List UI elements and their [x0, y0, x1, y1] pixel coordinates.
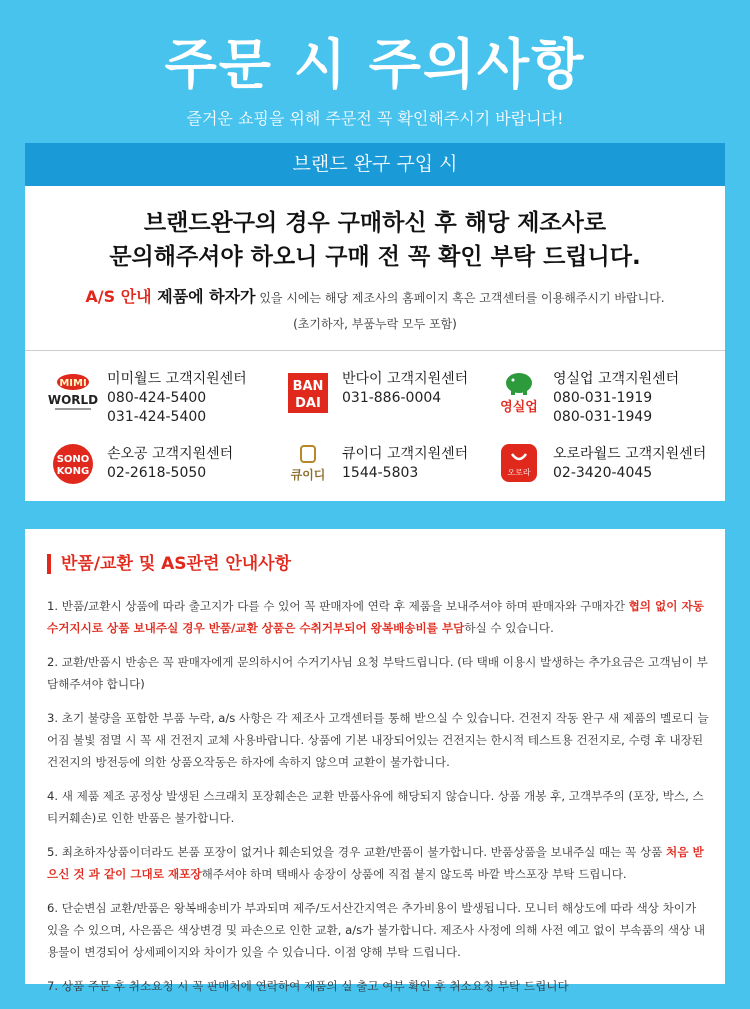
list-item: 2. 교환/반품시 반송은 꼭 판매자에게 문의하시어 수거기사님 요청 부탁드립니다. (타 택배 이용시 발생하는 추가요금은 고객님이 부담해주셔야 합니다): [47, 655, 708, 691]
brand-notice-tab: 브랜드 완구 구입 시: [25, 143, 725, 186]
center-name: 손오공 고객지원센터: [107, 446, 234, 462]
sonokong-logo-icon: [47, 441, 99, 487]
as-mid: 제품에 하자가: [151, 287, 256, 306]
center-phone: 080-424-5400: [107, 390, 207, 406]
notice-line-2: 문의해주셔야 하오니 구매 전 꼭 확인 부탁 드립니다.: [109, 244, 641, 270]
center-sonokong: [47, 441, 233, 487]
divider: [25, 350, 725, 351]
as-note: (초기하자, 부품누락 모두 포함): [293, 317, 457, 331]
aurora-logo-icon: [493, 441, 545, 487]
center-name: 영실업 고객지원센터: [553, 371, 680, 387]
center-phone: 1544-5803: [342, 465, 419, 481]
youngtoys-logo-icon: [493, 370, 545, 416]
svg-text:SONO: SONO: [56, 454, 90, 465]
mimi-world-logo-icon: [47, 370, 99, 416]
center-phone: 080-031-1919: [553, 390, 653, 406]
center-phone: 080-031-1949: [553, 409, 653, 425]
bandai-logo-icon: [282, 370, 334, 416]
returns-list: [47, 595, 711, 1009]
svg-text:DAI: DAI: [295, 396, 321, 411]
list-item: 7. 상품 주문 후 취소요청 시 꼭 판매처에 연락하여 제품의 실 출고 여부 확인 후 취소요청 부탁 드립니다: [47, 979, 569, 993]
returns-card: [25, 529, 725, 993]
brand-notice-body: [25, 186, 725, 332]
center-mimiworld: [47, 370, 247, 427]
list-item: 1. 반품/교환시 상품에 따라 출고지가 다를 수 있어 꼭 판매자에 연락 후 제품을 보내주셔야 하며 판매자와 구매자간 협의 없이 자동수거지시로 상품 보내주실 경우 반품/교환 상품은 수취거부되어 왕복배송비를 부담하실 수 있습니다.: [47, 599, 704, 635]
qed-logo-icon: [282, 441, 334, 487]
world-logo-text: WORLD: [47, 393, 99, 407]
as-label: A/S 안내: [85, 287, 152, 306]
as-rest: 있을 시에는 해당 제조사의 홈페이지 혹은 고객센터를 이용해주시기 바랍니다.: [255, 291, 665, 305]
list-item: 4. 새 제품 제조 공정상 발생된 스크래치 포장훼손은 교환 반품사유에 해당되지 않습니다. 상품 개봉 후, 고객부주의 (포장, 박스, 스티커훼손)로 인한 반품은 불가합니다.: [47, 789, 704, 825]
mimi-logo-text: MIMI: [59, 378, 87, 389]
svg-text:영실업: 영실업: [500, 400, 538, 415]
center-phone: 02-3420-4045: [553, 465, 653, 481]
center-name: 큐이디 고객지원센터: [342, 446, 469, 462]
center-qed: [282, 441, 468, 487]
brand-notice-card: [25, 143, 725, 501]
center-phone: 031-424-5400: [107, 409, 207, 425]
svg-text:오로라: 오로라: [507, 468, 531, 477]
svg-text:큐이디: 큐이디: [290, 468, 326, 482]
svg-text:BAN: BAN: [292, 379, 324, 394]
list-item: 3. 초기 불량을 포함한 부품 누락, a/s 사항은 각 제조사 고객센터를 통해 받으실 수 있습니다. 건전지 작동 완구 새 제품의 멜로디 늘어짐 불빛 점멸 시 꼭 새 건전지 교체 사용바랍니다. 상품에 기본 내장되어있는 건전지는 한시적 테스트용 건전지로, 수령 후 내장된 건전지의 방전등에 의한 상품오작동은 하자에 속하지 않으며 교환이 불가합니다.: [47, 711, 709, 769]
center-name: 미미월드 고객지원센터: [107, 371, 247, 387]
center-name: 반다이 고객지원센터: [342, 371, 469, 387]
center-phone: 02-2618-5050: [107, 465, 207, 481]
center-youngtoys: [493, 370, 679, 427]
notice-line-1-rest: 의 경우 구매하신 후 해당 제조사로: [255, 210, 607, 236]
center-name: 오로라월드 고객지원센터: [553, 446, 707, 462]
center-aurora: [493, 441, 706, 487]
page-subtitle: 즐거운 쇼핑을 위해 주문전 꼭 확인해주시기 바랍니다!: [186, 109, 564, 128]
center-phone: 031-886-0004: [342, 390, 442, 406]
notice-line-1: [25, 206, 725, 240]
center-bandai: [282, 370, 468, 416]
as-guide-line: [25, 284, 725, 307]
list-item: 5. 최초하자상품이더라도 본품 포장이 없거나 훼손되었을 경우 교환/반품이 불가합니다. 반품상품을 보내주실 때는 꼭 상품 처음 받으신 것 과 같이 그대로 재포장해주셔야 하며 택배사 송장이 상품에 직접 붙지 않도록 바깥 박스포장 부탁 드립니다.: [47, 845, 704, 881]
list-item: 6. 단순변심 교환/반품은 왕복배송비가 부과되며 제주/도서산간지역은 추가비용이 발생됩니다. 모니터 해상도에 따라 색상 차이가 있을 수 있으며, 사은품은 색상변경 및 파손으로 인한 교환, a/s가 불가합니다. 제조사 사정에 의해 사전 예고 없이 부속품의 색상 내용물이 변경되어 상세페이지와 차이가 있을 수 있습니다. 이점 양해 부탁 드립니다.: [47, 901, 706, 959]
svg-text:KONG: KONG: [56, 466, 90, 477]
returns-title: 반품/교환 및 AS관련 안내사항: [47, 554, 291, 574]
page-title: 주문 시 주의사항: [164, 33, 586, 96]
notice-strong: 브랜드완구: [143, 210, 255, 236]
